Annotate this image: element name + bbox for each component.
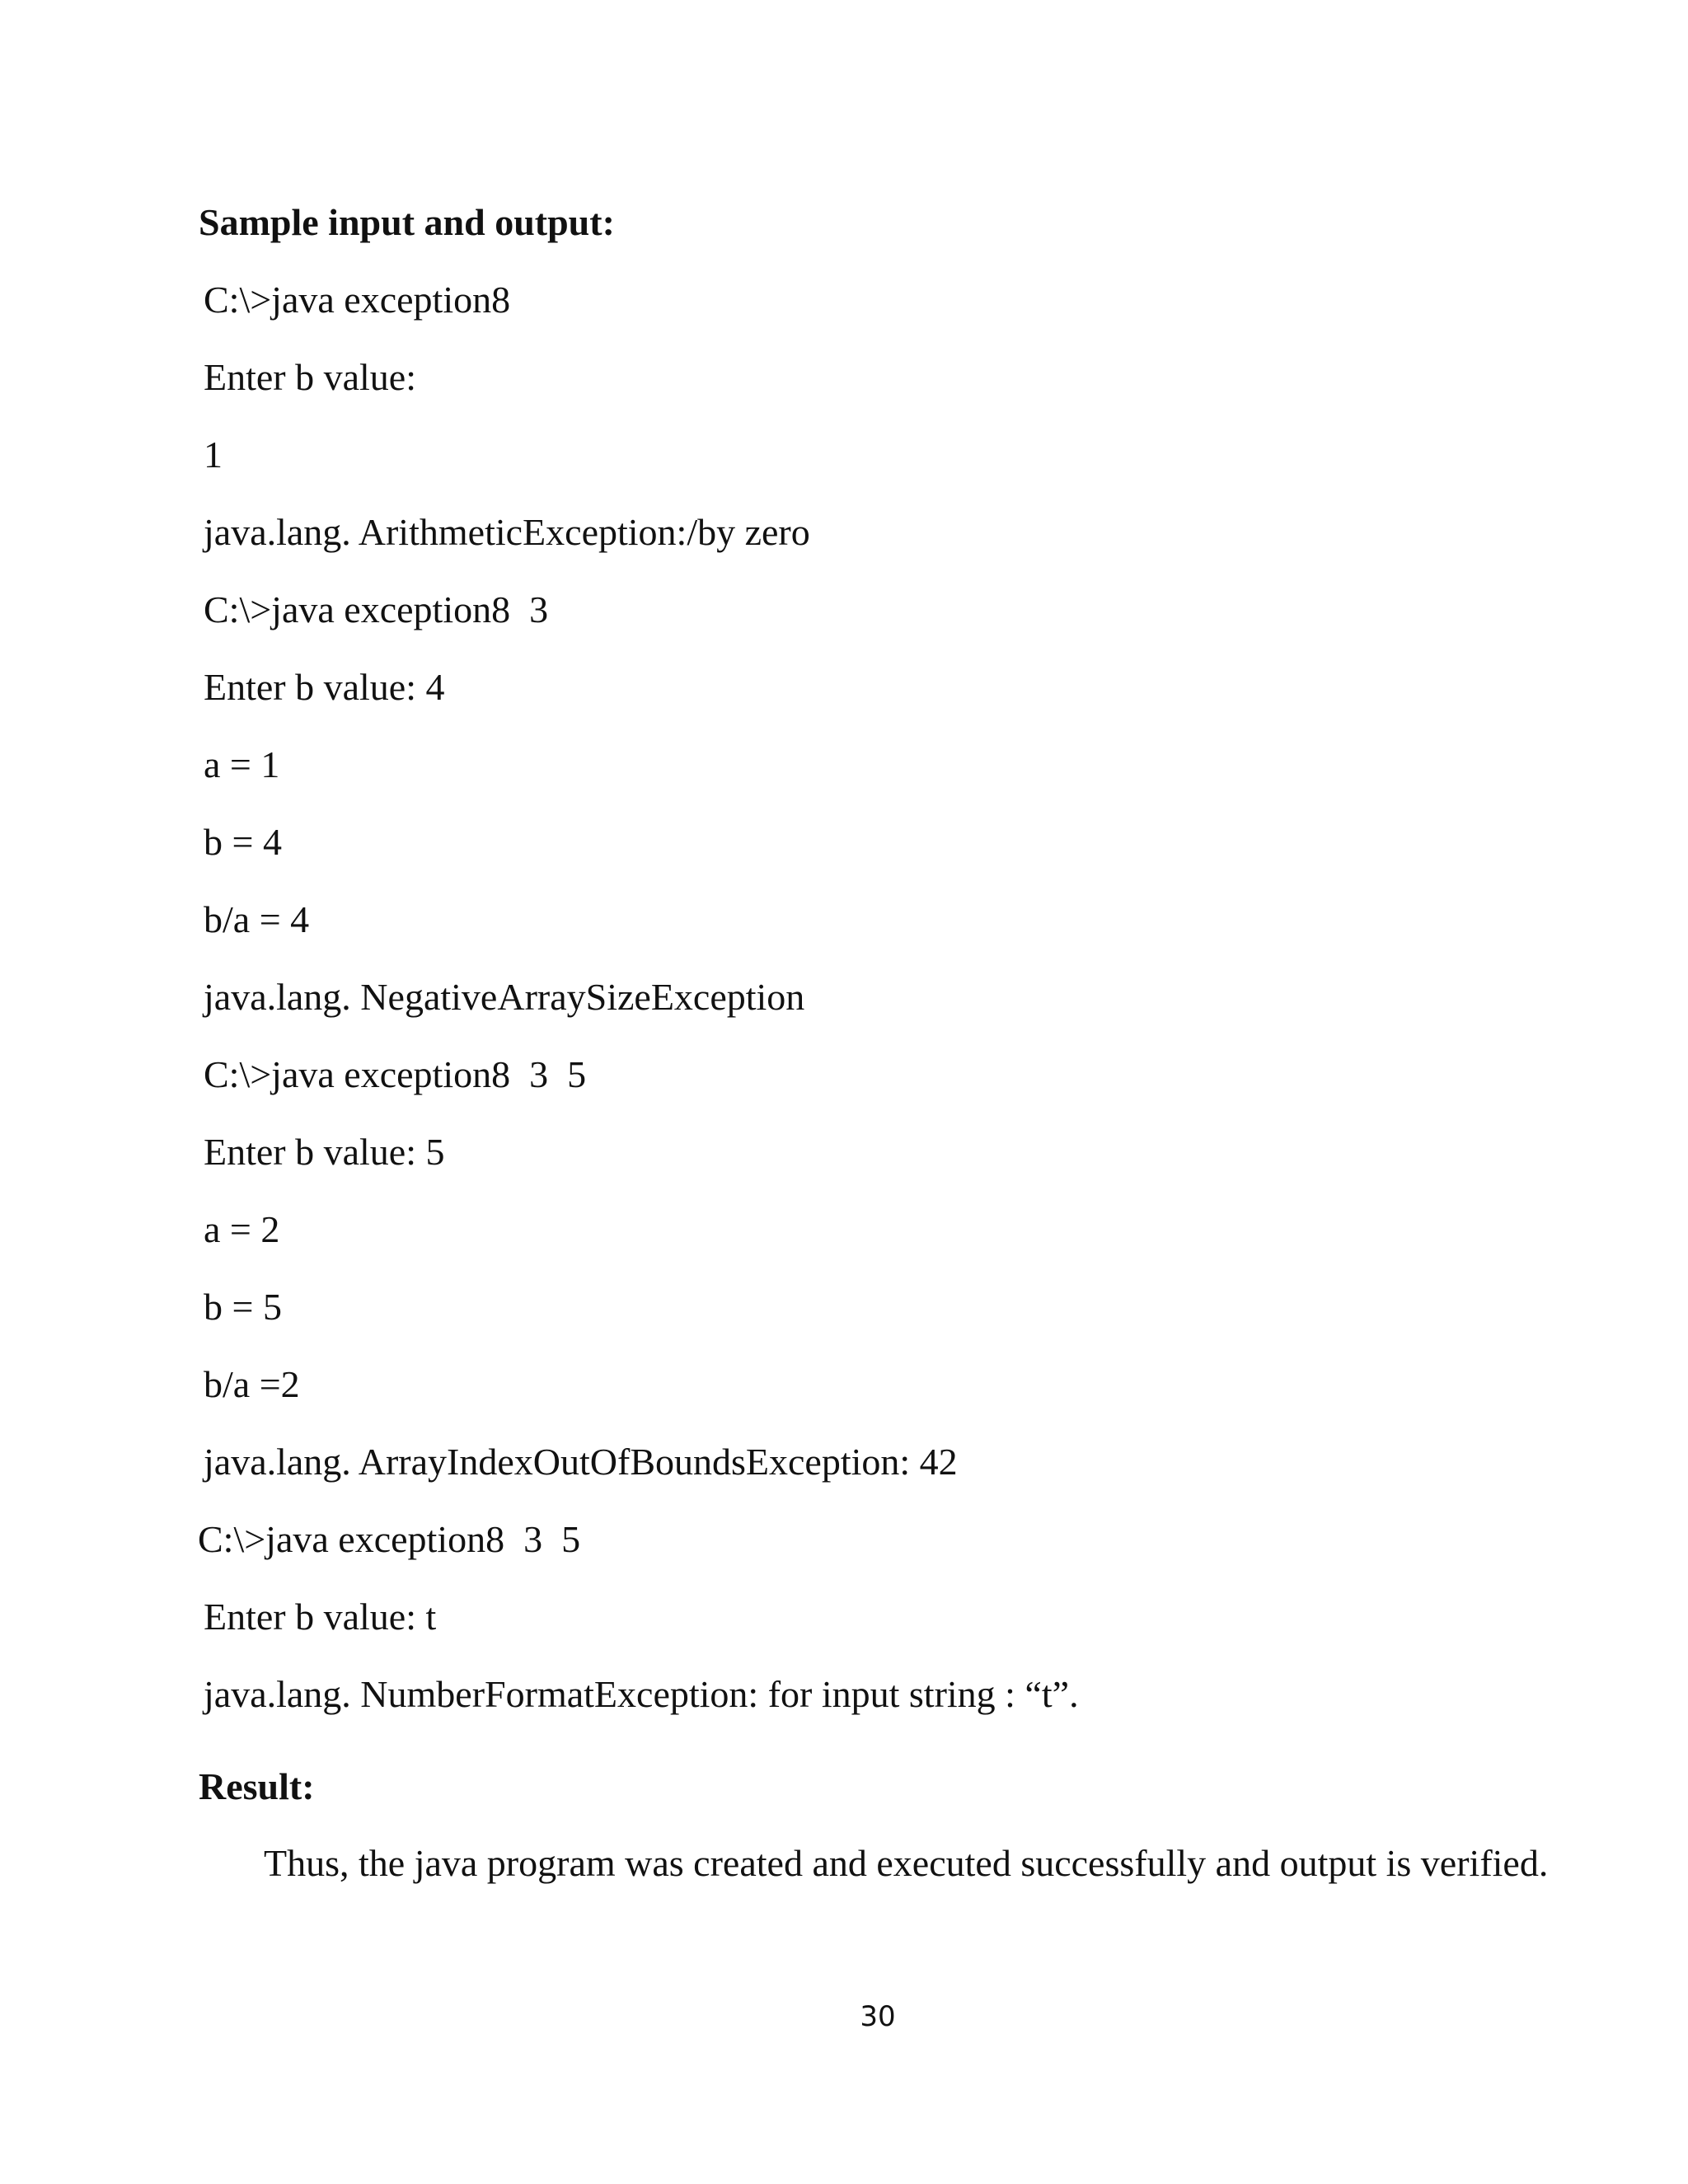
output-line: b/a =2 bbox=[204, 1363, 300, 1405]
output-line: 1 bbox=[204, 434, 223, 476]
output-line: Enter b value: 5 bbox=[204, 1131, 445, 1173]
output-line: Enter b value: bbox=[204, 356, 417, 398]
page-number: 30 bbox=[860, 2000, 896, 2033]
output-line: java.lang. NegativeArraySizeException bbox=[204, 976, 805, 1018]
output-line: java.lang. ArithmeticException:/by zero bbox=[204, 511, 810, 553]
output-line: C:\>java exception8 3 5 bbox=[204, 1053, 587, 1095]
output-line: C:\>java exception8 3 5 bbox=[198, 1518, 581, 1560]
output-line: Enter b value: 4 bbox=[204, 666, 445, 708]
output-line: java.lang. NumberFormatException: for input string : “t”. bbox=[204, 1673, 1079, 1715]
output-line: a = 2 bbox=[204, 1208, 280, 1250]
output-line: java.lang. ArrayIndexOutOfBoundsException: 42 bbox=[204, 1441, 958, 1483]
output-line: C:\>java exception8 bbox=[204, 279, 511, 321]
output-line: b/a = 4 bbox=[204, 898, 310, 940]
output-line: a = 1 bbox=[204, 743, 280, 785]
result-heading: Result: bbox=[199, 1765, 315, 1807]
output-line: C:\>java exception8 3 bbox=[204, 588, 549, 630]
output-line: Enter b value: t bbox=[204, 1596, 437, 1638]
output-line: b = 4 bbox=[204, 821, 282, 863]
sample-heading: Sample input and output: bbox=[199, 201, 615, 243]
output-line: b = 5 bbox=[204, 1286, 282, 1328]
result-text: Thus, the java program was created and executed successfully and output is verified. bbox=[264, 1842, 1549, 1884]
